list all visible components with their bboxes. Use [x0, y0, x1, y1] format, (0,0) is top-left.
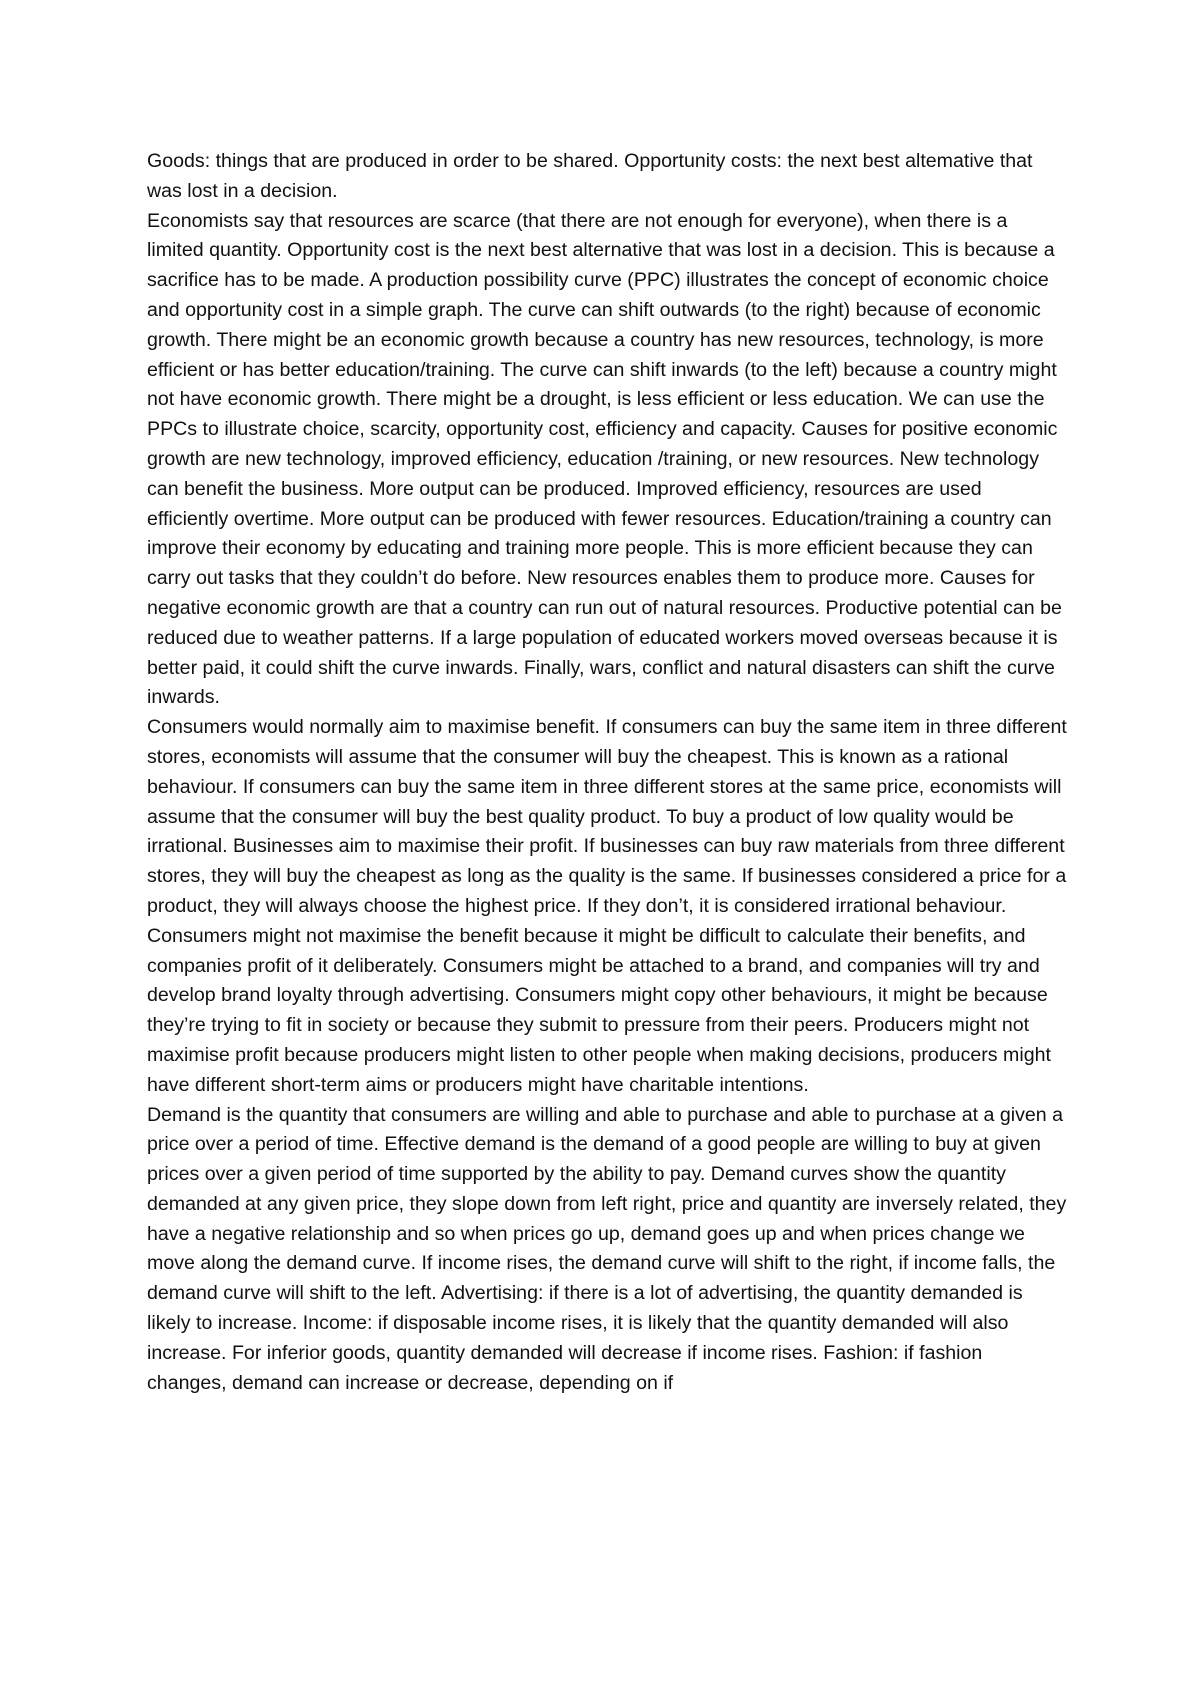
paragraph-demand: Demand is the quantity that consumers are willing and able to purchase and able to purchase at a given a price over a period of time. Effective demand is the demand of a good people are willing to buy at given prices over a given period of time supported by the ability to pay. Demand curves show the quantity demanded at any given price, they slope down from left right, price and quantity are inversely related, they have a negative relationship and so when prices go up, demand goes up and when prices change we move along the demand curve. If income rises, the demand curve will shift to the right, if income falls, the demand curve will shift to the left. Advertising: if there is a lot of advertising, the quantity demanded is likely to increase. Income: if disposable income rises, it is likely that the quantity demanded will also increase. For inferior goods, quantity demanded will decrease if income rises. Fashion: if fashion changes, demand can increase or decrease, depending on if: [147, 1103, 1067, 1394]
paragraph-scarcity-ppc: Economists say that resources are scarce (that there are not enough for everyone), when there is a limited quantity. Opportunity cost is the next best alternative that was lost in a decision. This is because a sacrifice has to be made. A production possibility curve (PPC) illustrates the concept of economic choice and opportunity cost in a simple graph. The curve can shift outwards (to the right) because of economic growth. There might be an economic growth because a country has new resources, technology, is more efficient or has better education/training. The curve can shift inwards (to the left) because a country might not have economic growth. There might be a drought, is less efficient or less education. We can use the PPCs to illustrate choice, scarcity, opportunity cost, efficiency and capacity. Causes for positive economic growth are new technology, improved efficiency, education /training, or new resources. New technology can benefit the business. More output can be produced. Improved efficiency, resources are used efficiently overtime. More output can be produced with fewer resources. Education/training a country can improve their economy by educating and training more people. This is more efficient because they can carry out tasks that they couldn’t do before. New resources enables them to produce more. Causes for negative economic growth are that a country can run out of natural resources. Productive potential can be reduced due to weather patterns. If a large population of educated workers moved overseas because it is better paid, it could shift the curve inwards. Finally, wars, conflict and natural disasters can shift the curve inwards.: [147, 209, 1062, 709]
paragraph-goods-definition: Goods: things that are produced in order to be shared. Opportunity costs: the next best altemative that was lost in a decision.: [147, 150, 1033, 202]
document-body: [147, 147, 1067, 1398]
paragraph-rational-behaviour: Consumers would normally aim to maximise benefit. If consumers can buy the same item in three different stores, economists will assume that the consumer will buy the cheapest. This is known as a rational behaviour. If consumers can buy the same item in three different stores at the same price, economists will assume that the consumer will buy the best quality product. To buy a product of low quality would be irrational. Businesses aim to maximise their profit. If businesses can buy raw materials from three different stores, they will buy the cheapest as long as the quality is the same. If businesses considered a price for a product, they will always choose the highest price. If they don’t, it is considered irrational behaviour. Consumers might not maximise the benefit because it might be difficult to calculate their benefits, and companies profit of it deliberately. Consumers might be attached to a brand, and companies will try and develop brand loyalty through advertising. Consumers might copy other behaviours, it might be because they’re trying to fit in society or because they submit to pressure from their peers. Producers might not maximise profit because producers might listen to other people when making decisions, producers might have different short-term aims or producers might have charitable intentions.: [147, 716, 1067, 1096]
